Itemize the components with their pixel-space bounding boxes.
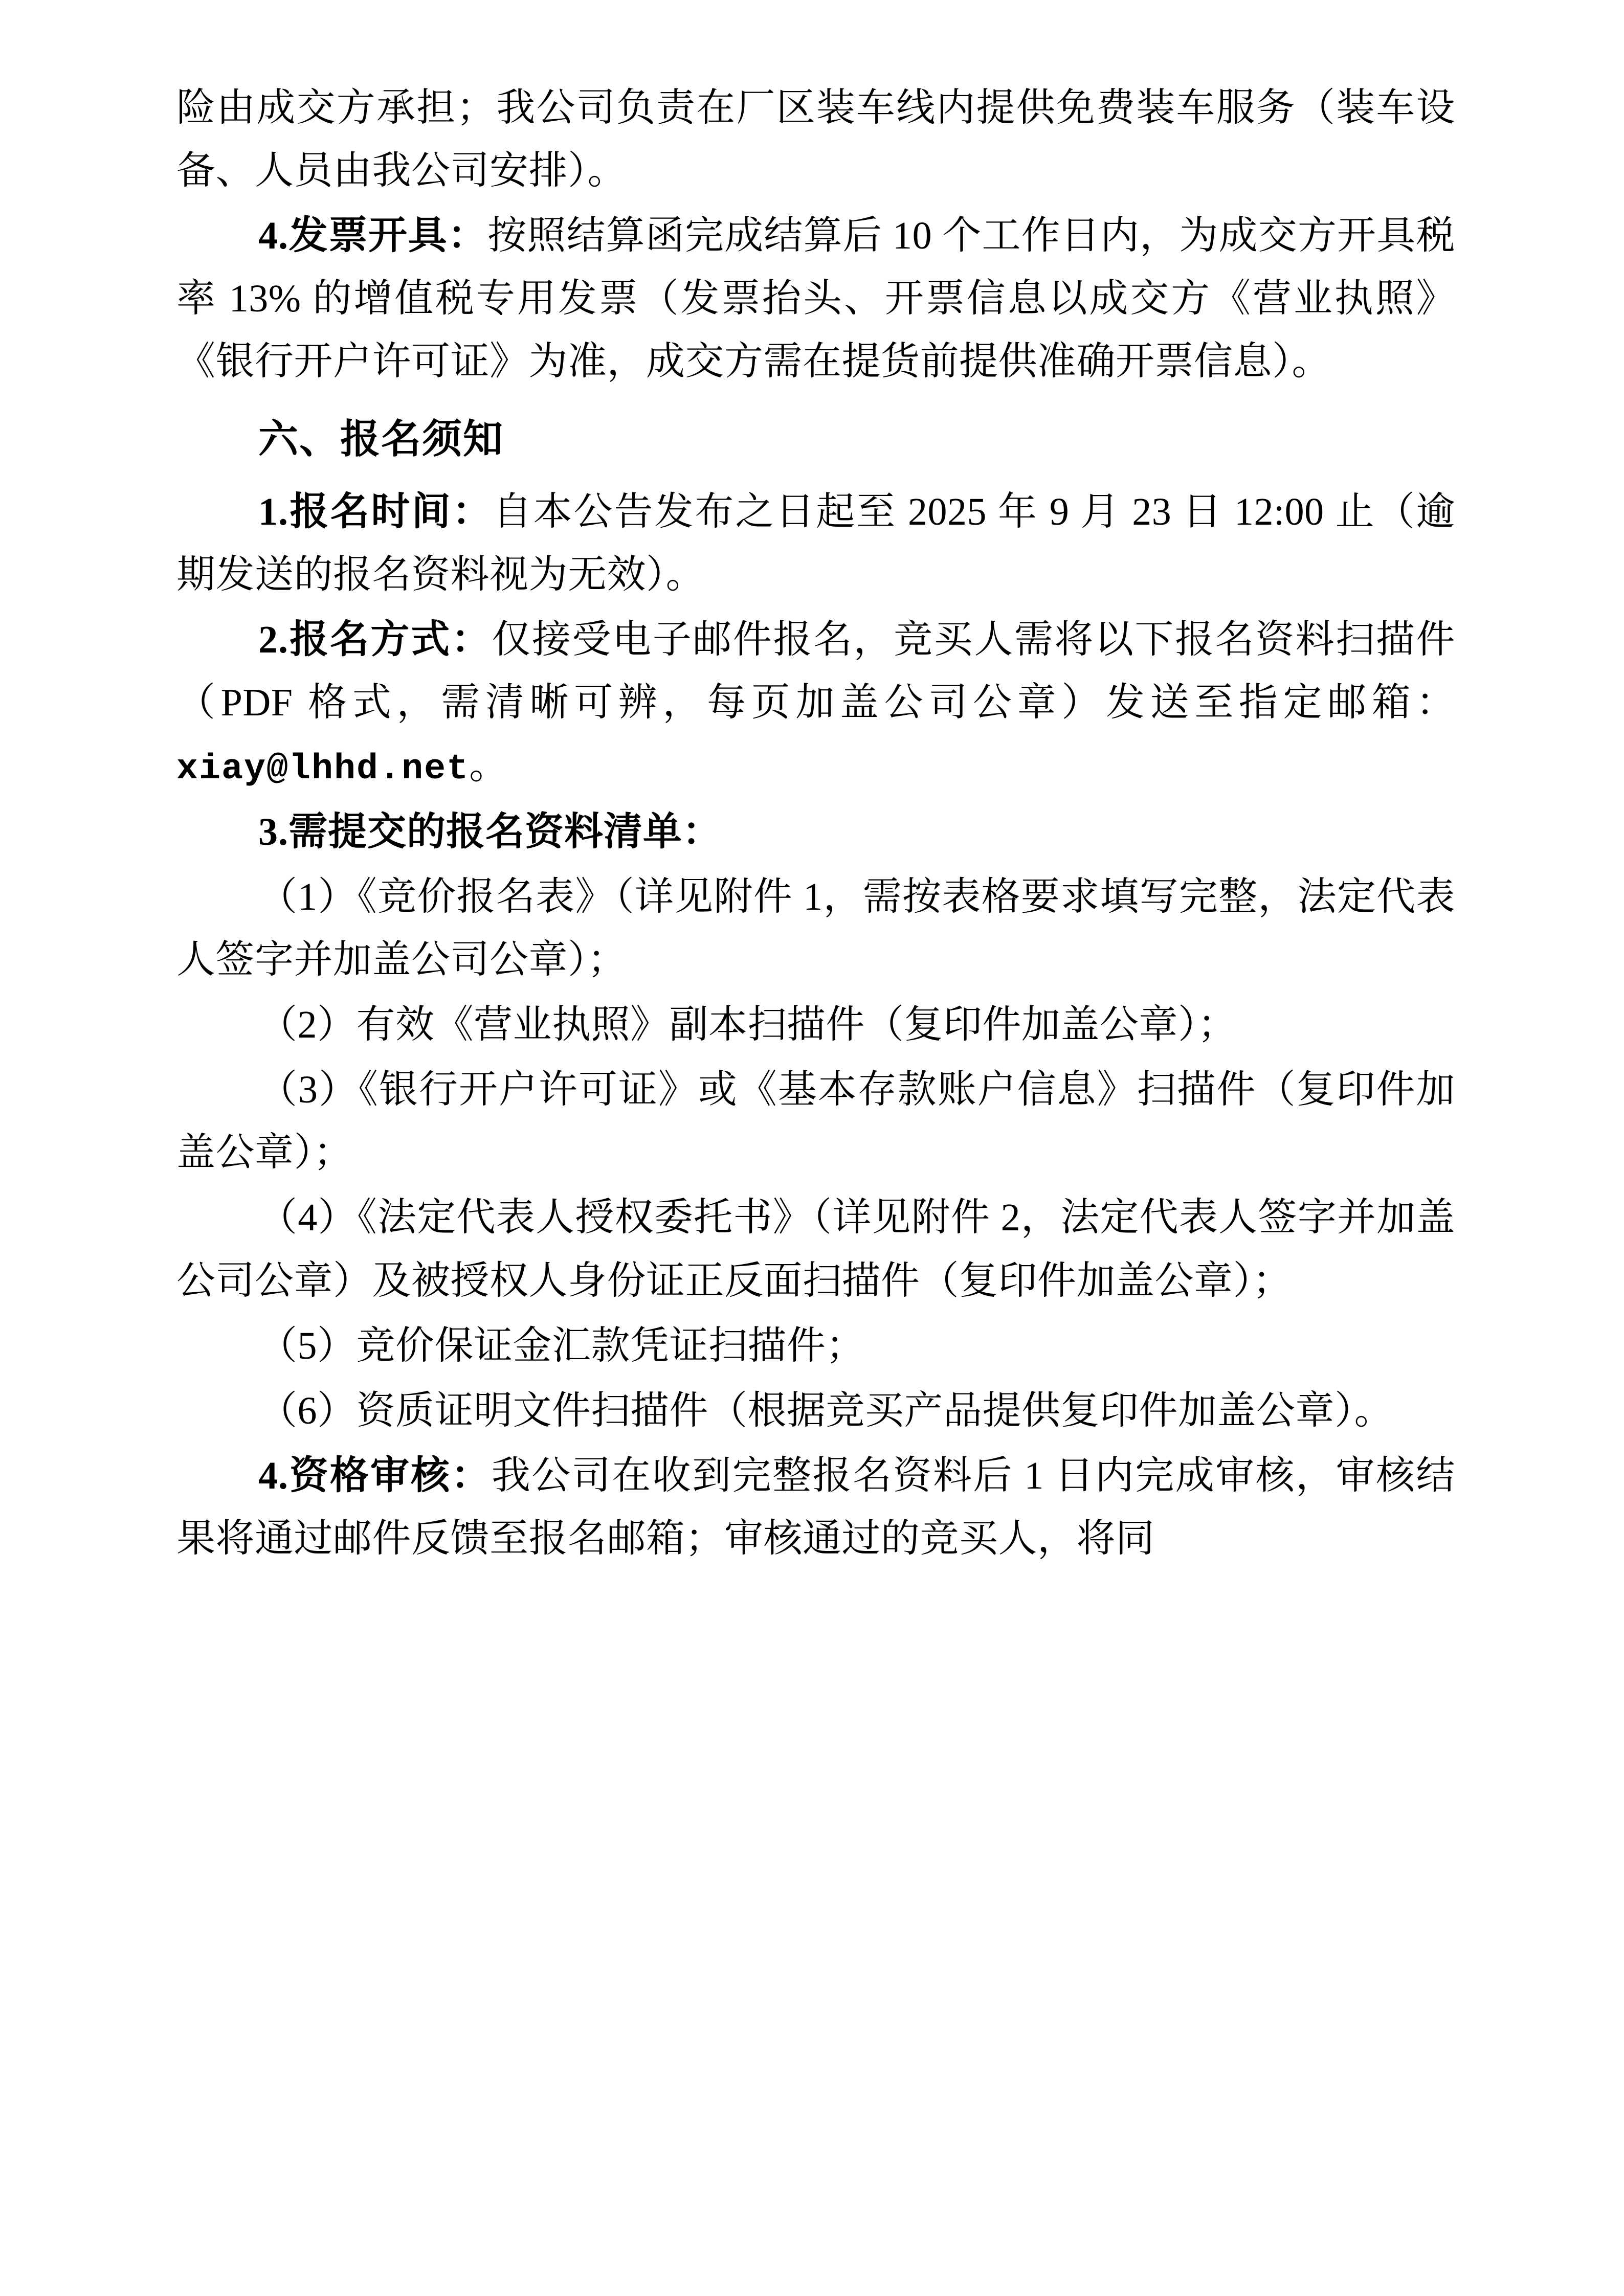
material-item-2: （2）有效《营业执照》副本扫描件（复印件加盖公章）； — [258, 1003, 1237, 1047]
item-materials-list — [176, 801, 1455, 864]
material-item-4: （4）《法定代表人授权委托书》（详见附件 2，法定代表人签字并加盖公司公章）及被授权人身份证正反面扫描件（复印件加盖公章）； — [176, 1196, 1455, 1302]
paragraph-invoice-label: 4.发票开具： — [258, 214, 488, 258]
item-signup-time — [176, 481, 1455, 606]
signup-email-address: xiay@lhhd.net — [176, 749, 470, 790]
paragraph-risk-continued: 险由成交方承担；我公司负责在厂区装车线内提供免费装车服务（装车设备、人员由我公司安排）。 — [176, 86, 1455, 193]
material-item-1: （1）《竞价报名表》（详见附件 1，需按表格要求填写完整，法定代表人签字并加盖公司公章）； — [176, 875, 1455, 981]
item-signup-time-text: 自本公告发布之日起至 2025 年 9 月 23 日 12:00 止（逾期发送的报名资料视为无效）。 — [176, 490, 1455, 597]
material-item-6: （6）资质证明文件扫描件（根据竞买产品提供复印件加盖公章）。 — [258, 1389, 1393, 1432]
section-heading-signup-notice: 六、报名须知 — [258, 416, 504, 461]
material-item-5: （5）竞价保证金汇款凭证扫描件； — [258, 1324, 865, 1367]
item-signup-method-label: 2.报名方式： — [258, 618, 492, 662]
item-signup-method-text: 仅接受电子邮件报名，竞买人需将以下报名资料扫描件（PDF 格式，需清晰可辨，每页加盖公司公章）发送至指定邮箱： — [176, 618, 1456, 725]
paragraph-invoice-text: 按照结算函完成结算后 10 个工作日内，为成交方开具税率 13% 的增值税专用发票（发票抬头、开票信息以成交方《营业执照》《银行开户许可证》为准，成交方需在提货前提供准确开票信息）。 — [176, 214, 1456, 384]
paragraph-invoice — [176, 205, 1455, 393]
item-signup-method — [176, 609, 1455, 799]
item-qualification-review — [176, 1445, 1455, 1570]
item-signup-time-label: 1.报名时间： — [258, 490, 493, 533]
item-signup-method-tail: 。 — [469, 744, 508, 787]
item-materials-list-label: 3.需提交的报名资料清单： — [258, 810, 722, 853]
document-body — [176, 77, 1455, 1570]
material-item-3: （3）《银行开户许可证》或《基本存款账户信息》扫描件（复印件加盖公章）； — [176, 1068, 1455, 1175]
item-qualification-review-label: 4.资格审核： — [258, 1454, 492, 1497]
item-qualification-review-text: 我公司在收到完整报名资料后 1 日内完成审核，审核结果将通过邮件反馈至报名邮箱；审核通过的竞买人，将同 — [176, 1454, 1456, 1560]
